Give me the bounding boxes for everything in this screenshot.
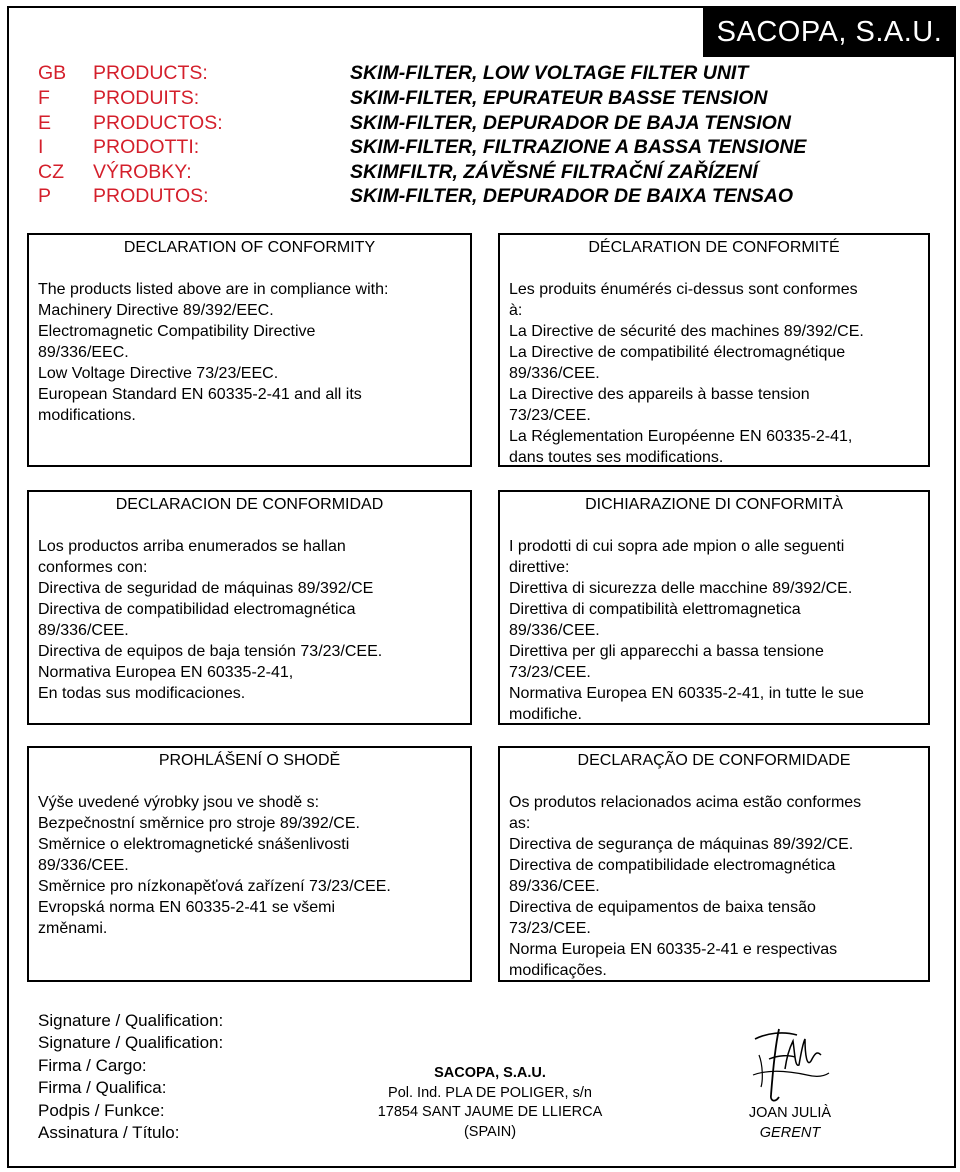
declaration-line: modificações. — [509, 962, 607, 979]
product-name: SKIM-FILTER, DEPURADOR DE BAJA TENSION — [350, 112, 791, 134]
product-label: PRODUITS: — [93, 87, 200, 109]
declaration-line: as: — [509, 815, 531, 832]
signer-name: JOAN JULIÀ — [748, 1105, 832, 1121]
declaration-line: Directiva de seguridad de máquinas 89/392/CE — [38, 580, 374, 597]
declaration-line: Directiva de equipos de baja tensión 73/23/CEE. — [38, 643, 383, 660]
declaration-line: Bezpečnostní směrnice pro stroje 89/392/CE. — [38, 815, 360, 832]
declaration-line: Direttiva di sicurezza delle macchine 89/392/CE. — [509, 580, 853, 597]
signature-labels — [38, 1010, 223, 1144]
language-code: I — [38, 136, 44, 158]
product-name: SKIM-FILTER, DEPURADOR DE BAIXA TENSAO — [350, 185, 794, 207]
declaration-line: Normativa Europea EN 60335-2-41, in tutte le sue — [509, 685, 864, 702]
signature-label: Firma / Qualifica: — [38, 1078, 167, 1098]
declaration-line: En todas sus modificaciones. — [38, 685, 246, 702]
signature-label: Assinatura / Título: — [38, 1123, 180, 1143]
declaration-box-cz — [27, 746, 472, 982]
signature-label: Signature / Qualification: — [38, 1011, 224, 1030]
declaration-line: Directiva de equipamentos de baixa tensão — [509, 899, 816, 916]
declaration-line: 89/336/CEE. — [38, 622, 129, 639]
declaration-line: 73/23/CEE. — [509, 407, 591, 424]
declaration-line: Low Voltage Directive 73/23/EEC. — [38, 365, 279, 382]
language-code: CZ — [38, 161, 64, 183]
declaration-line: Les produits énumérés ci-dessus sont conformes — [509, 281, 858, 298]
declaration-line: conformes con: — [38, 559, 148, 576]
declaration-line: 89/336/CEE. — [509, 622, 600, 639]
signature-label: Signature / Qualification: — [38, 1033, 224, 1053]
declaration-box-pt — [498, 746, 930, 982]
declaration-line: Machinery Directive 89/392/EEC. — [38, 302, 274, 319]
declaration-line: 89/336/EEC. — [38, 344, 129, 361]
declaration-title: DECLARAÇÃO DE CONFORMIDADE — [577, 752, 851, 769]
declaration-line: The products listed above are in compliance with: — [38, 281, 389, 298]
product-label: PRODUTOS: — [93, 185, 209, 207]
declaration-title: DICHIARAZIONE DI CONFORMITÀ — [585, 496, 843, 513]
declaration-line: La Directive de sécurité des machines 89/392/CE. — [509, 323, 864, 340]
declaration-line: La Réglementation Européenne EN 60335-2-41, — [509, 428, 853, 445]
declaration-line: 89/336/CEE. — [509, 365, 600, 382]
declaration-line: 89/336/CEE. — [38, 857, 129, 874]
declaration-line: Směrnice pro nízkonapěťová zařízení 73/23/CEE. — [38, 878, 391, 895]
declaration-line: Normativa Europea EN 60335-2-41, — [38, 664, 294, 681]
declaration-title: PROHLÁŠENÍ O SHODĚ — [158, 752, 341, 769]
product-name: SKIMFILTR, ZÁVĚSNÉ FILTRAČNÍ ZAŘÍZENÍ — [350, 161, 758, 183]
declaration-line: modifications. — [38, 407, 136, 424]
product-label: PRODOTTI: — [93, 136, 200, 158]
declaration-line: Směrnice o elektromagnetické snášenlivosti — [38, 836, 350, 853]
company-address-line: 17854 SANT JAUME DE LLIERCA — [377, 1104, 603, 1120]
company-address-line: Pol. Ind. PLA DE POLIGER, s/n — [388, 1084, 592, 1101]
declaration-line: Os produtos relacionados acima estão conformes — [509, 794, 862, 811]
signer-block — [710, 1104, 870, 1143]
declaration-line: Evropská norma EN 60335-2-41 se všemi — [38, 899, 336, 916]
declaration-title: DECLARATION OF CONFORMITY — [123, 239, 376, 256]
declaration-line: změnami. — [38, 920, 108, 937]
signature-label: Firma / Cargo: — [38, 1055, 147, 1075]
product-row-gb — [0, 61, 960, 85]
declaration-line: direttive: — [509, 559, 570, 576]
declaration-line: 89/336/CEE. — [509, 878, 600, 895]
language-code: GB — [38, 62, 67, 84]
product-row-e — [0, 111, 960, 135]
product-label: PRODUCTOS: — [93, 112, 223, 134]
declaration-line: dans toutes ses modifications. — [509, 449, 724, 466]
declaration-line: à: — [509, 302, 523, 319]
declaration-line: Directiva de compatibilidade electromagnética — [509, 857, 836, 874]
company-address — [350, 1064, 630, 1142]
declaration-line: La Directive des appareils à basse tension — [509, 386, 810, 403]
declaration-box-it — [498, 490, 930, 725]
declaration-line: Direttiva di compatibilità elettromagnetica — [509, 601, 801, 618]
signer-role: GERENT — [759, 1124, 821, 1141]
product-label: VÝROBKY: — [93, 161, 192, 183]
declaration-line: modifiche. — [509, 706, 582, 723]
handwritten-signature — [745, 1025, 835, 1107]
product-name: SKIM-FILTER, FILTRAZIONE A BASSA TENSIONE — [350, 136, 807, 158]
company-country: (SPAIN) — [463, 1123, 517, 1140]
declaration-line: Direttiva per gli apparecchi a bassa tensione — [509, 643, 824, 660]
language-code: F — [38, 87, 50, 109]
declaration-line: European Standard EN 60335-2-41 and all its — [38, 386, 362, 403]
language-code: P — [38, 185, 52, 207]
declaration-line: Výše uvedené výrobky jsou ve shodě s: — [38, 794, 320, 811]
declaration-line: La Directive de compatibilité électromagnétique — [509, 344, 846, 361]
declaration-box-fr — [498, 233, 930, 467]
declaration-line: Directiva de segurança de máquinas 89/392/CE. — [509, 836, 854, 853]
product-row-f — [0, 86, 960, 110]
product-row-i — [0, 135, 960, 159]
declaration-line: 73/23/CEE. — [509, 664, 591, 681]
product-row-cz — [0, 160, 960, 184]
brand-header: SACOPA, S.A.U. — [703, 6, 956, 57]
company-name: SACOPA, S.A.U. — [434, 1065, 546, 1081]
declaration-box-gb — [27, 233, 472, 467]
declaration-line: Directiva de compatibilidad electromagnética — [38, 601, 356, 618]
language-code: E — [38, 112, 52, 134]
declaration-line: Los productos arriba enumerados se hallan — [38, 538, 346, 555]
signature-label: Podpis / Funkce: — [38, 1100, 165, 1120]
declaration-box-es — [27, 490, 472, 725]
product-name: SKIM-FILTER, EPURATEUR BASSE TENSION — [350, 87, 768, 109]
declaration-title: DÉCLARATION DE CONFORMITÉ — [588, 239, 840, 256]
product-label: PRODUCTS: — [93, 62, 208, 84]
product-name: SKIM-FILTER, LOW VOLTAGE FILTER UNIT — [350, 62, 749, 84]
declaration-title: DECLARACION DE CONFORMIDAD — [115, 496, 384, 513]
product-row-p — [0, 184, 960, 208]
declaration-line: I prodotti di cui sopra ade mpion o alle seguenti — [509, 538, 845, 555]
declaration-line: Electromagnetic Compatibility Directive — [38, 323, 316, 340]
declaration-line: Norma Europeia EN 60335-2-41 e respectivas — [509, 941, 838, 958]
declaration-line: 73/23/CEE. — [509, 920, 591, 937]
